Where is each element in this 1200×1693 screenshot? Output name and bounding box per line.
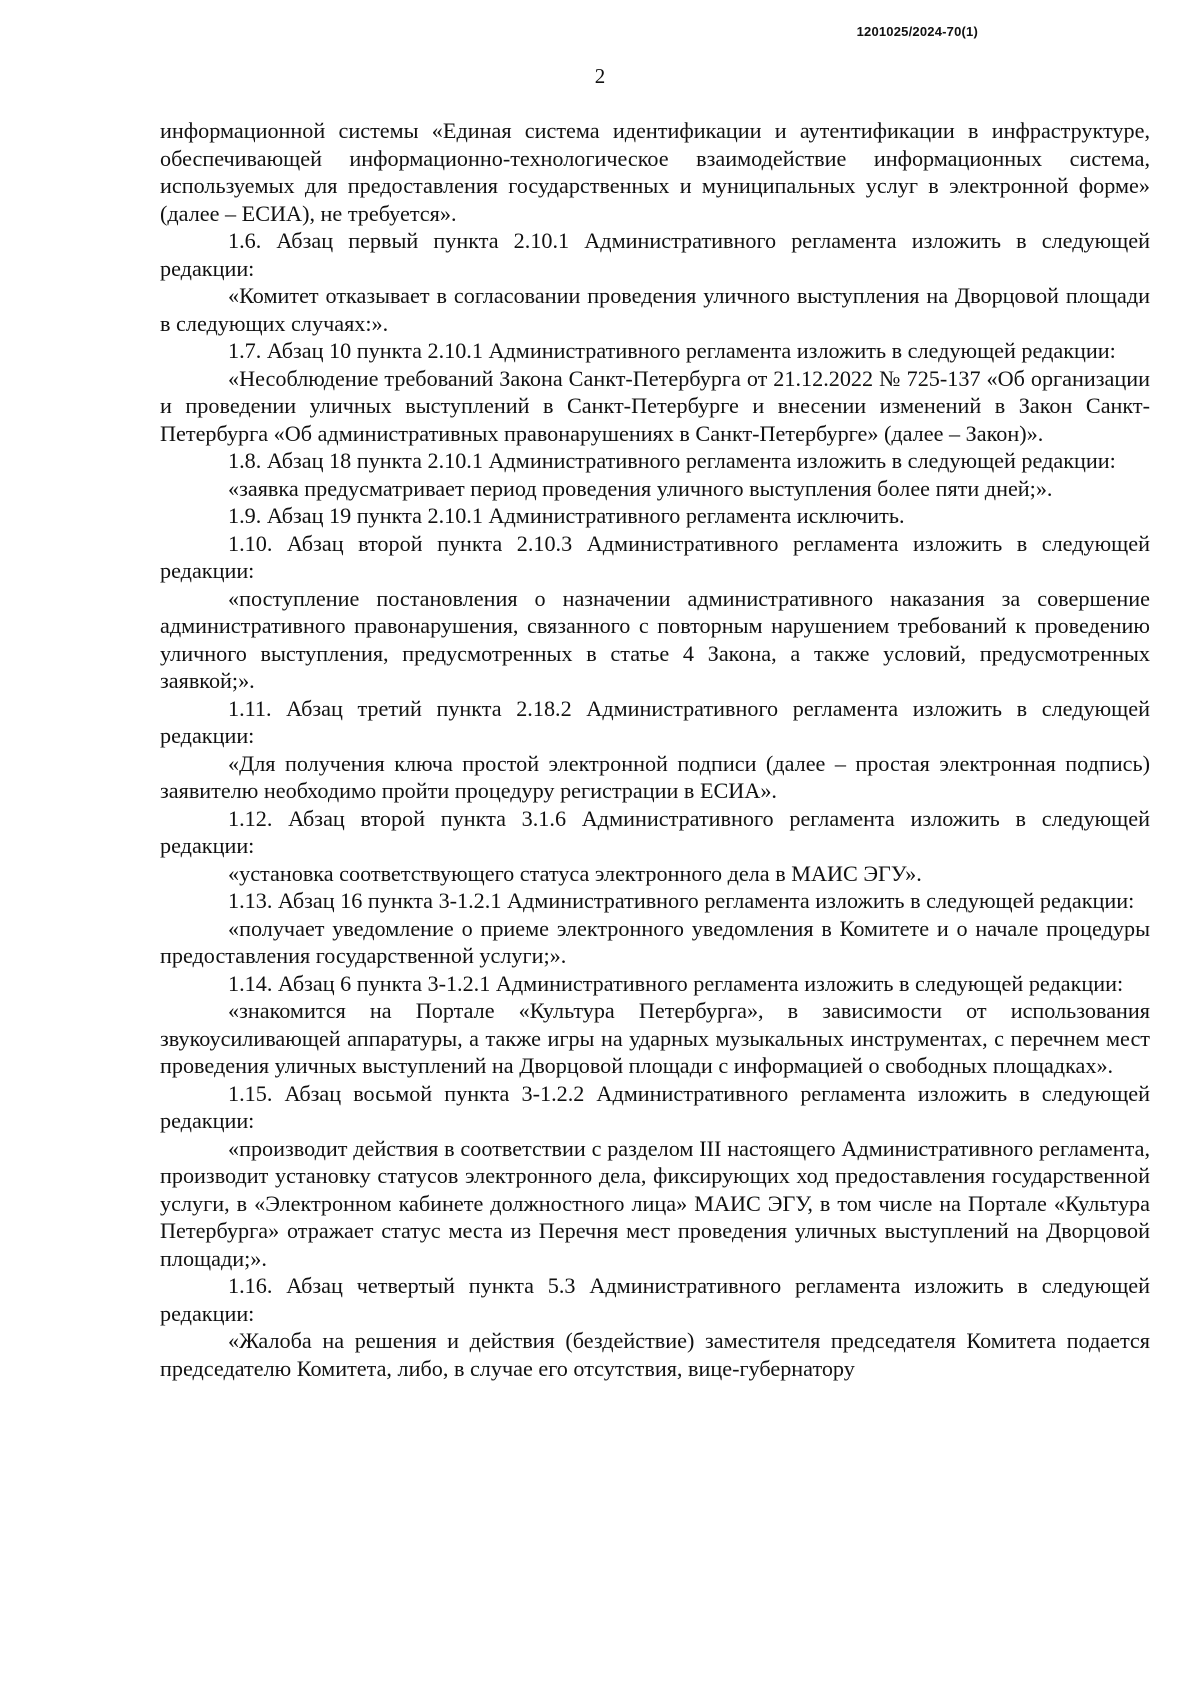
paragraph-1-10: 1.10. Абзац второй пункта 2.10.3 Административного регламента изложить в следующей редакции: [160, 530, 1150, 583]
paragraph-1-14: 1.14. Абзац 6 пункта 3-1.2.1 Административного регламента изложить в следующей редакции: [228, 970, 1124, 996]
paragraph-1-16-quote: «Жалоба на решения и действия (бездействие) заместителя председателя Комитета подается председателю Комитета, либо, в случае его отсутствия, вице-губернатору [160, 1328, 1150, 1381]
paragraph-1-16: 1.16. Абзац четвертый пункта 5.3 Административного регламента изложить в следующей редакции: [160, 1273, 1150, 1326]
paragraph-1-15: 1.15. Абзац восьмой пункта 3-1.2.2 Административного регламента изложить в следующей редакции: [160, 1080, 1150, 1133]
paragraph-1-13: 1.13. Абзац 16 пункта 3-1.2.1 Административного регламента изложить в следующей редакции: [228, 888, 1135, 913]
paragraph-1-8: 1.8. Абзац 18 пункта 2.10.1 Административного регламента изложить в следующей редакции: [228, 448, 1116, 473]
paragraph-1-9: 1.9. Абзац 19 пункта 2.10.1 Административного регламента исключить. [228, 503, 905, 528]
paragraph-1-14-quote: «знакомится на Портале «Культура Петербурга», в зависимости от использования звукоусиливающей аппаратуры, а также игры на ударных музыкальных инструментах, с перечнем мест проведения уличных выступлений на Дворцовой площади с информацией о свободных площадках». [160, 998, 1150, 1078]
paragraph-esia-continuation: информационной системы «Единая система идентификации и аутентификации в инфраструктуре, обеспечивающей информационно-технологическое взаимодействие информационных система, используемых для предоставления государственных и муниципальных услуг в электронной форме» (далее – ЕСИА), не требуется». [160, 118, 1150, 226]
paragraph-1-11-quote: «Для получения ключа простой электронной подписи (далее – простая электронная подпись) заявителю необходимо пройти процедуру регистрации в ЕСИА». [160, 750, 1150, 803]
paragraph-1-7: 1.7. Абзац 10 пункта 2.10.1 Административного регламента изложить в следующей редакции: [228, 338, 1116, 363]
document-registration-number: 1201025/2024-70(1) [856, 24, 978, 39]
paragraph-1-11: 1.11. Абзац третий пункта 2.18.2 Административного регламента изложить в следующей редакции: [160, 695, 1150, 748]
paragraph-1-15-quote: «производит действия в соответствии с разделом III настоящего Административного регламента, производит установку статусов электронного дела, фиксирующих ход предоставления государственной услуги, в «Электронном кабинете должностного лица» МАИС ЭГУ, в том числе на Портале «Культура Петербурга» отражает статус места из Перечня мест проведения уличных выступлений на Дворцовой площади;». [160, 1135, 1150, 1271]
document-body [160, 117, 1150, 1382]
page-number: 2 [594, 64, 606, 88]
paragraph-1-6: 1.6. Абзац первый пункта 2.10.1 Административного регламента изложить в следующей редакции: [160, 228, 1150, 281]
paragraph-1-7-quote: «Несоблюдение требований Закона Санкт-Петербурга от 21.12.2022 № 725-137 «Об организации и проведении уличных выступлений в Санкт-Петербурге и внесении изменений в Закон Санкт-Петербурга «Об административных правонарушениях в Санкт-Петербурге» (далее – Закон)». [160, 365, 1150, 446]
paragraph-1-12-quote: «установка соответствующего статуса электронного дела в МАИС ЭГУ». [228, 860, 922, 886]
paragraph-1-10-quote: «поступление постановления о назначении административного наказания за совершение административного правонарушения, связанного с повторным нарушением требований к проведению уличного выступления, предусмотренных в статье 4 Закона, а также условий, предусмотренных заявкой;». [160, 585, 1150, 693]
paragraph-1-6-quote: «Комитет отказывает в согласовании проведения уличного выступления на Дворцовой площади в следующих случаях:». [160, 283, 1150, 336]
paragraph-1-8-quote: «заявка предусматривает период проведения уличного выступления более пяти дней;». [228, 475, 1053, 501]
paragraph-1-12: 1.12. Абзац второй пункта 3.1.6 Административного регламента изложить в следующей редакции: [160, 805, 1150, 858]
paragraph-1-13-quote: «получает уведомление о приеме электронного уведомления в Комитете и о начале процедуры предоставления государственной услуги;». [160, 915, 1150, 968]
